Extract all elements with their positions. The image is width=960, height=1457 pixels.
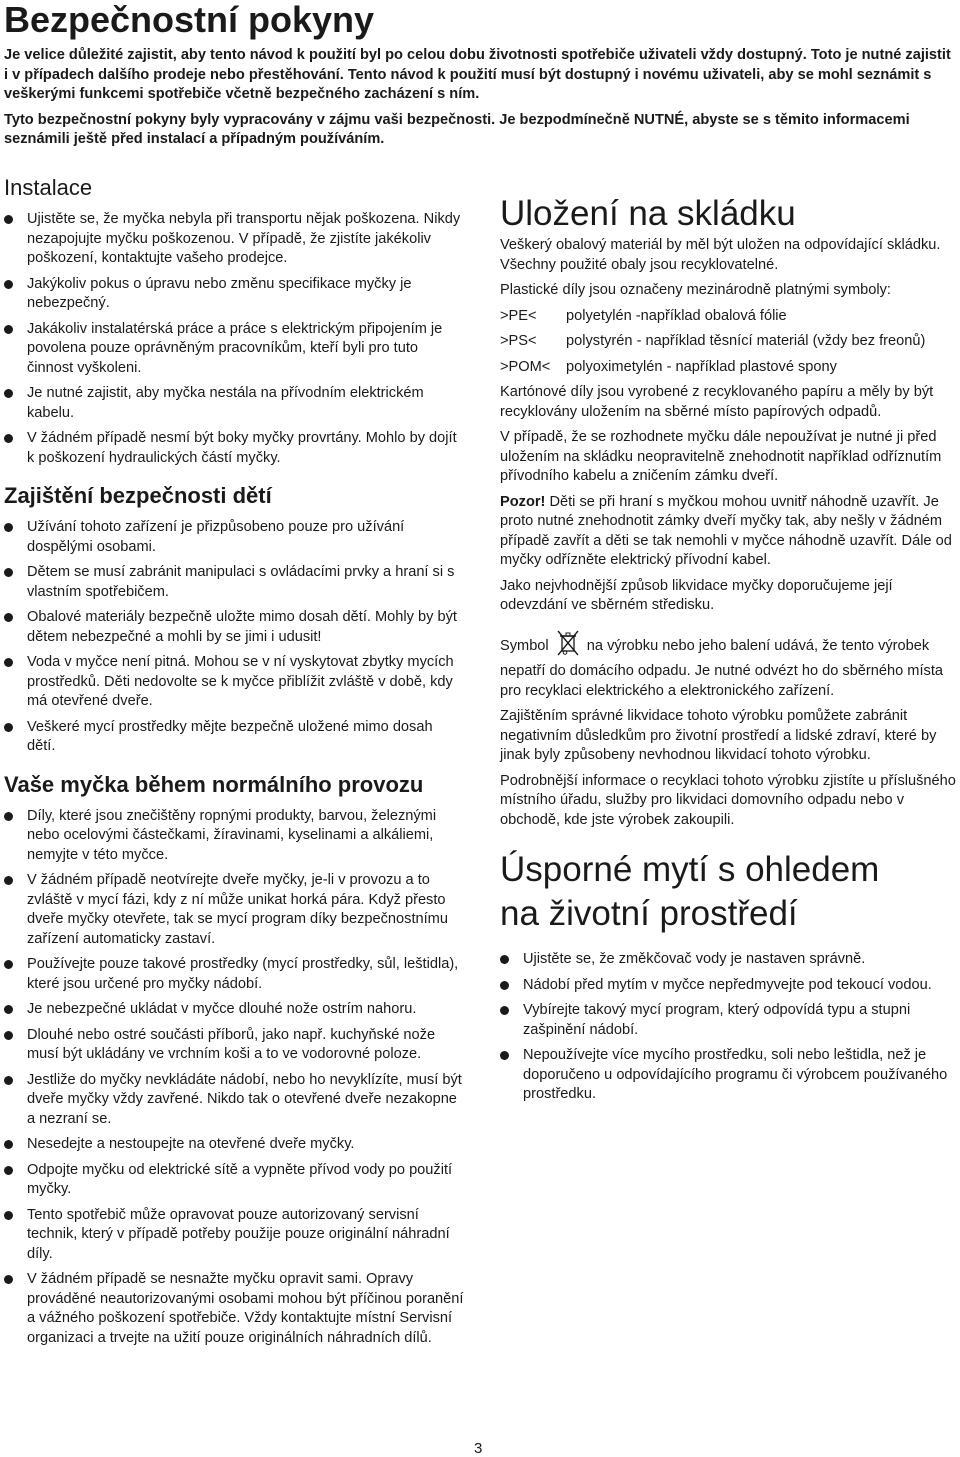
- list-item: V žádném případě neotvírejte dveře myčky, je-li v provozu a to zvláště v mycí fázi, kdy z ní může unikat horká pára. Když přesto dveře myčky otevřete, tak se mycí program díky bezpečnostnímu zařízení automaticky zastaví.: [4, 871, 464, 949]
- symbol-word: Symbol: [500, 637, 549, 654]
- list-item: Díly, které jsou znečištěny ropnými produkty, barvou, železnými nebo ocelovými částečkami, žíravinami, kyselinami a alkáliemi, nemyjte v této myčce.: [4, 807, 464, 866]
- warning-label: Pozor!: [500, 493, 546, 510]
- list-item: Nádobí před mytím v myčce nepředmyvejte pod tekoucí vodou.: [500, 976, 958, 996]
- warning-text: Děti se při hraní s myčkou mohou uvnitř náhodně uzavřít. Je proto nutné znehodnotit zámky dveří myčky tak, aby nešly v žádném případě zavřít a děti se tak nemohli v myčce náhodně uzavřít. Dále od myčky odřízněte elektrický přívodní kabel.: [500, 493, 952, 568]
- normal-operation-heading: Vaše myčka během normálního provozu: [4, 771, 424, 797]
- intro-paragraph-1: Je velice důležité zajistit, aby tento návod k použití byl po celou dobu životnosti spotřebiče uživateli vždy dostupný. Toto je nutné zajistit i v případech dalšího prodeje nebo přestěhování. Tento návod k použití musí být dostupný i novému uživateli, aby se mohl seznámit s veškerými funkcemi spotřebiče včetně bezpečného zacházení s ním.: [4, 47, 951, 102]
- list-item: Ujistěte se, že myčka nebyla při transportu nějak poškozena. Nikdy nezapojujte myčku poškozenou. V případě, že zjistíte jakékoliv poškození, kontaktujte vašeho prodejce.: [4, 210, 464, 269]
- list-item: V žádném případě se nesnažte myčku opravit sami. Opravy prováděné neautorizovanými osobami mohou být příčinou poranění a vážného poškození spotřebiče. Vždy kontaktujte místní Servisní organizaci a trvejte na užití pouze originálních náhradních dílů.: [4, 1270, 464, 1348]
- storage-paragraph-2: Plastické díly jsou označeny mezinárodně platnými symboly:: [500, 282, 891, 298]
- eco-heading-line-1: Úsporné mytí s ohledem: [500, 850, 880, 889]
- symbol-code: >PS<: [500, 333, 537, 349]
- eco-heading-line-2: na životní prostředí: [500, 894, 798, 933]
- intro-text: [4, 46, 956, 156]
- list-item: Jestliže do myčky nevkládáte nádobí, nebo ho nevyklízíte, musí být dveře myčky vždy zavřené. Nikdo tak o otevřené dveře nezakopne a nezraní se.: [4, 1071, 464, 1130]
- normal-operation-list: [4, 807, 464, 1349]
- symbol-row-pom: [500, 358, 958, 378]
- installation-heading: Instalace: [4, 175, 93, 200]
- right-column: [500, 192, 958, 1111]
- storage-paragraph-7: Podrobnější informace o recyklaci tohoto výrobku zjistíte u příslušného místního úřadu, služby pro likvidaci domovního odpadu nebo v obchodě, kde jste výrobek zakoupili.: [500, 772, 956, 828]
- storage-paragraph-1: Veškerý obalový materiál by měl být uložen na odpovídající skládku. Všechny použité obaly jsou recyklovatelné.: [500, 237, 941, 273]
- list-item: Je nutné zajistit, aby myčka nestála na přívodním elektrickém kabelu.: [4, 384, 464, 423]
- list-item: Jakákoliv instalatérská práce a práce s elektrickým připojením je povolena pouze oprávněným pracovníkům, kteří byli pro tuto činnost vyškoleni.: [4, 320, 464, 379]
- left-column: [4, 174, 464, 1354]
- storage-paragraph-4: V případě, že se rozhodnete myčku dále nepoužívat je nutné ji před uložením na skládku neopravitelně znehodnotit například odříznutím přívodního kabelu a zničením zámku dveří.: [500, 429, 942, 484]
- crossed-out-wheelie-bin-icon: [557, 630, 579, 663]
- child-safety-heading: Zajištění bezpečnosti dětí: [4, 483, 272, 508]
- list-item: Obalové materiály bezpečně uložte mimo dosah dětí. Mohly by být dětem nebezpečné a mohli by se jimi i udusit!: [4, 608, 464, 647]
- list-item: Používejte pouze takové prostředky (mycí prostředky, sůl, leštidla), které jsou určené pro myčky nádobí.: [4, 955, 464, 994]
- weee-paragraph: [500, 630, 958, 702]
- page-title: Bezpečnostní pokyny: [4, 0, 375, 40]
- symbol-description: polyoximetylén - například plastové spony: [566, 358, 837, 375]
- symbol-description: polystyrén - například těsnící materiál (vždy bez freonů): [566, 333, 926, 349]
- list-item: Je nebezpečné ukládat v myčce dlouhé nože ostrím nahoru.: [4, 1000, 464, 1020]
- child-safety-list: [4, 518, 464, 757]
- storage-paragraph-5: Jako nejvhodnější způsob likvidace myčky doporučujeme její odevzdání ve sběrném středisku.: [500, 577, 893, 613]
- weee-text: na výrobku nebo jeho balení udává, že tento výrobek nepatří do domácího odpadu. Je nutné odvézt ho do sběrného místa pro recyklaci elektrického a elektronického zařízení.: [500, 637, 943, 699]
- installation-list: [4, 210, 464, 468]
- list-item: Jakýkoliv pokus o úpravu nebo změnu specifikace myčky je nebezpečný.: [4, 275, 464, 314]
- child-safety-section: [4, 482, 464, 757]
- list-item: Tento spotřebič může opravovat pouze autorizovaný servisní technik, který v případě potřeby použije pouze originální náhradní díly.: [4, 1206, 464, 1265]
- list-item: Odpojte myčku od elektrické sítě a vypněte přívod vody po použití myčky.: [4, 1161, 464, 1200]
- symbol-code: >POM<: [500, 358, 551, 375]
- list-item: Nesedejte a nestoupejte na otevřené dveře myčky.: [4, 1135, 464, 1155]
- list-item: V žádném případě nesmí být boky myčky provrtány. Mohlo by dojít k poškození hydraulických částí myčky.: [4, 429, 464, 468]
- symbol-row-pe: [500, 307, 958, 327]
- normal-operation-section: [4, 771, 464, 1349]
- symbol-code: >PE<: [500, 307, 537, 324]
- storage-section: [500, 192, 958, 830]
- list-item: Veškeré mycí prostředky mějte bezpečně uložené mimo dosah dětí.: [4, 718, 464, 757]
- symbol-row-ps: [500, 332, 958, 352]
- list-item: Voda v myčce není pitná. Mohou se v ní vyskytovat zbytky mycích prostředků. Děti nedovolte se k myčce přiblížit zvláště v době, kdy má otevřené dveře.: [4, 653, 464, 712]
- symbol-description: polyetylén -například obalová fólie: [566, 307, 787, 324]
- intro-paragraph-2: Tyto bezpečnostní pokyny byly vypracovány v zájmu vaši bezpečnosti. Je bezpodmínečně NUTNÉ, abyste se s těmito informacemi seznámili ještě před instalací a případným používáním.: [4, 111, 910, 147]
- list-item: Ujistěte se, že změkčovač vody je nastaven správně.: [500, 950, 958, 970]
- installation-section: [4, 174, 464, 468]
- eco-section: [500, 848, 958, 1105]
- storage-paragraph-6: Zajištěním správné likvidace tohoto výrobku pomůžete zabránit negativním důsledkům pro životní prostředí a lidské zdraví, které by jinak byly způsobeny nevhodnou likvidací tohoto výrobku.: [500, 708, 937, 763]
- warning-paragraph: [500, 493, 958, 571]
- storage-heading: Uložení na skládku: [500, 194, 796, 233]
- list-item: Nepoužívejte více mycího prostředku, soli nebo leštidla, než je doporučeno u odpovídajícího programu či výrobcem používaného prostředku.: [500, 1046, 958, 1105]
- storage-paragraph-3: Kartónové díly jsou vyrobené z recyklovaného papíru a měly by být recyklovány uložením na sběrné místo papírových odpadů.: [500, 384, 934, 420]
- eco-list: [500, 950, 958, 1105]
- list-item: Dlouhé nebo ostré součásti příborů, jako např. kuchyňské nože musí být ukládány ve vrchním koši a to ve vodorovné poloze.: [4, 1026, 464, 1065]
- list-item: Užívání tohoto zařízení je přizpůsobeno pouze pro užívání dospělými osobami.: [4, 518, 464, 557]
- eco-heading: [500, 848, 958, 936]
- list-item: Vybírejte takový mycí program, který odpovídá typu a stupni zašpinění nádobí.: [500, 1001, 958, 1040]
- list-item: Dětem se musí zabránit manipulaci s ovládacími prvky a hraní si s vlastním spotřebičem.: [4, 563, 464, 602]
- page-number: 3: [474, 1440, 483, 1457]
